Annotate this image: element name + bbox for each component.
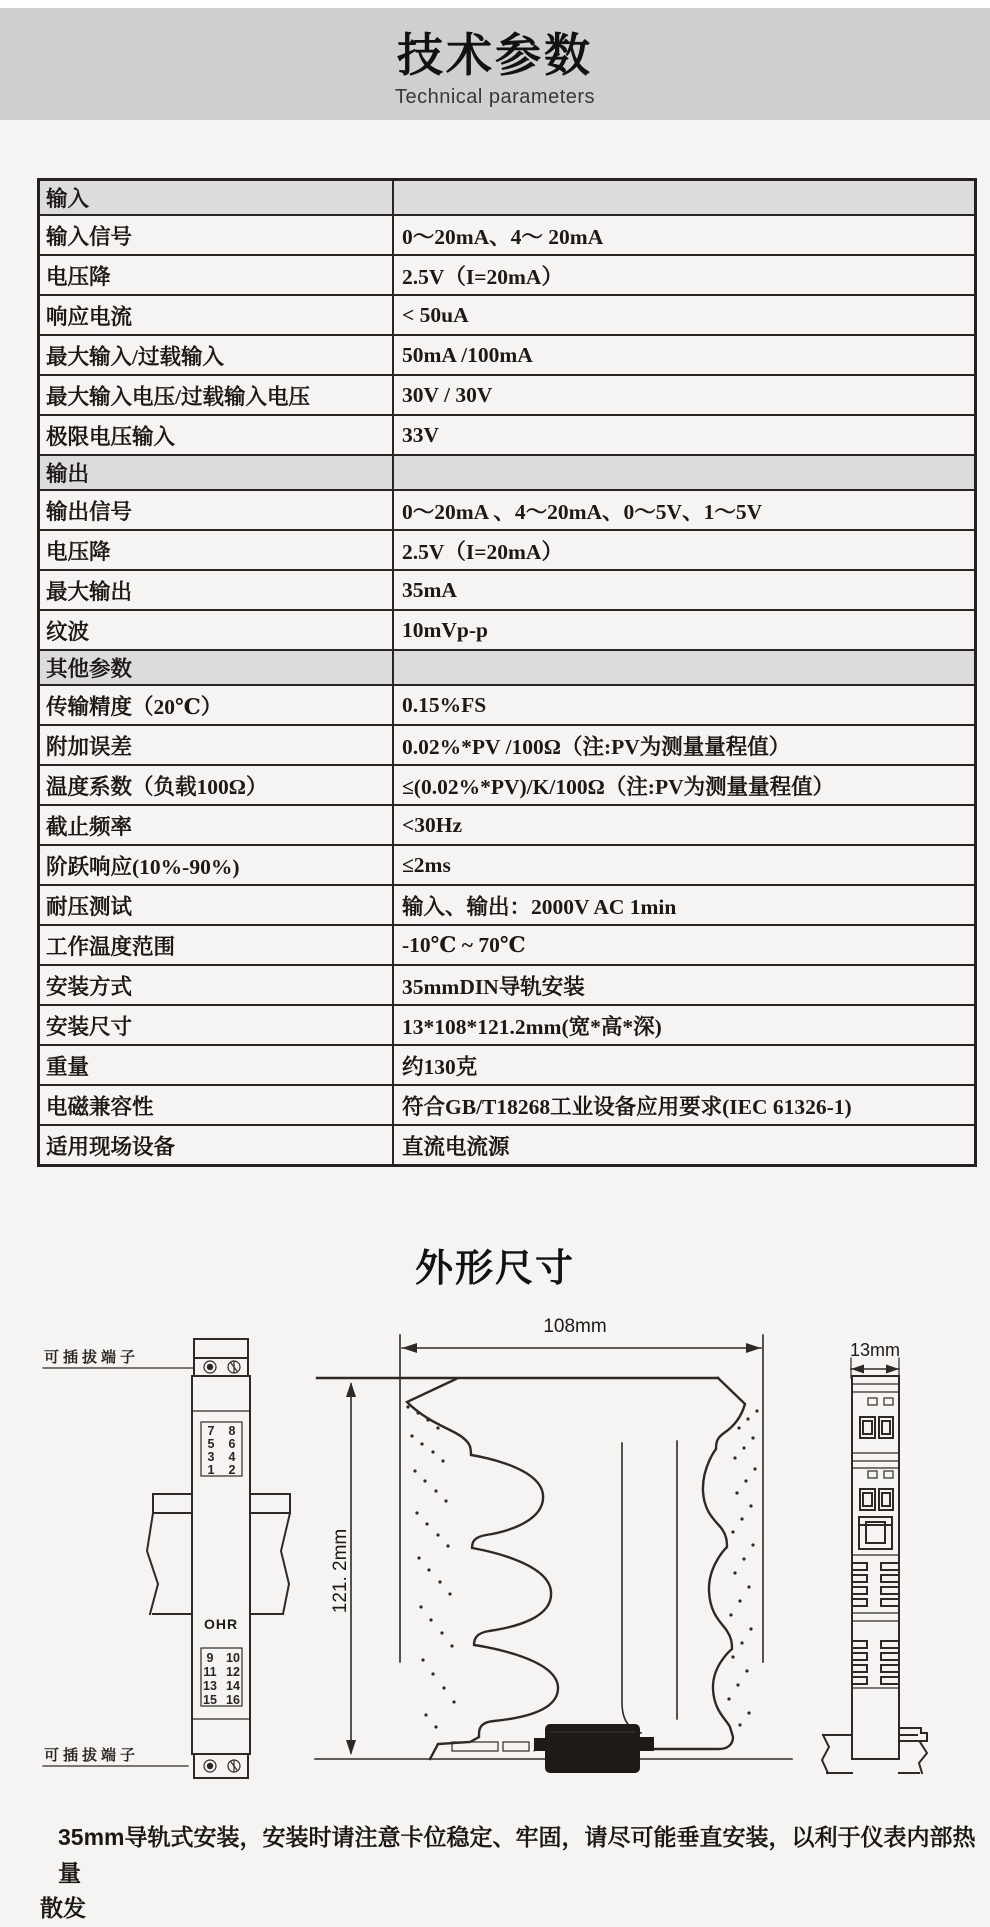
spec-label: 其他参数	[40, 651, 394, 684]
dim-13-label: 13mm	[849, 1340, 901, 1360]
spec-label: 电压降	[40, 531, 394, 569]
spec-label: 适用现场设备	[40, 1126, 394, 1164]
spec-row	[40, 296, 974, 336]
spec-value: 10mVp-p	[402, 617, 489, 642]
spec-value: 30V / 30V	[402, 382, 493, 407]
install-note	[0, 1820, 990, 1927]
spec-value	[394, 456, 974, 489]
spec-value: ≤2ms	[402, 852, 451, 877]
side-profile-drawing	[315, 1316, 792, 1773]
spec-table	[37, 178, 977, 1167]
spec-row	[40, 216, 974, 256]
spec-value: 35mA	[402, 577, 457, 602]
spec-value: 输入、输出：2000V AC 1min	[402, 894, 677, 919]
spec-value: <30Hz	[402, 812, 463, 837]
spec-value: 35mmDIN导轨安装	[402, 974, 585, 999]
screw-holes	[860, 1417, 893, 1438]
spec-row	[40, 256, 974, 296]
terminal-number: 4	[228, 1450, 236, 1464]
spec-row	[40, 416, 974, 456]
spec-section-row	[40, 456, 974, 491]
terminal-number: 3	[207, 1450, 215, 1464]
spec-row	[40, 1046, 974, 1086]
terminal-number: 1	[207, 1463, 215, 1477]
terminal-number: 2	[228, 1463, 236, 1477]
install-note-line2: 散发	[40, 1895, 86, 1922]
spec-value	[394, 651, 974, 684]
spec-label: 纹波	[40, 611, 394, 649]
spec-value: 符合GB/T18268工业设备应用要求(IEC 61326-1)	[402, 1094, 852, 1119]
terminal-numbers-top	[208, 1424, 236, 1477]
spec-label: 最大输入/过载输入	[40, 336, 394, 374]
din-rail	[147, 1494, 290, 1614]
outline-drawings	[0, 1296, 990, 1796]
spec-row	[40, 336, 974, 376]
din-rail	[822, 1728, 927, 1773]
top-strip	[0, 0, 990, 8]
brand-logo: OHR	[203, 1616, 239, 1632]
vent-slots	[852, 1563, 899, 1606]
spec-value: 约130克	[402, 1054, 478, 1079]
spec-label: 最大输入电压/过载输入电压	[40, 376, 394, 414]
spec-value: 0.15%FS	[402, 692, 487, 717]
spec-row	[40, 806, 974, 846]
terminal-number: 13	[203, 1679, 217, 1693]
spec-value: 0～20mA、4～ 20mA	[402, 224, 604, 249]
spec-label: 重量	[40, 1046, 394, 1084]
side-view-drawing	[822, 1340, 927, 1773]
dim-108-label: 108mm	[543, 1316, 607, 1337]
din-rail-clamp-block	[534, 1724, 654, 1773]
spec-label: 工作温度范围	[40, 926, 394, 964]
page-title: 技术参数	[397, 29, 593, 81]
spec-table-body	[40, 181, 974, 1164]
spec-label: 温度系数（负载100Ω）	[40, 766, 394, 804]
terminal-number: 16	[226, 1693, 240, 1707]
spec-row	[40, 491, 974, 531]
spec-label: 安装方式	[40, 966, 394, 1004]
scalloped-edge-right	[648, 1378, 745, 1749]
spec-row	[40, 926, 974, 966]
spec-value: 0～20mA 、4～20mA、0～5V、1～5V	[402, 499, 763, 524]
terminal-number: 9	[206, 1651, 214, 1665]
terminal-number: 11	[203, 1665, 217, 1679]
spec-value: 2.5V（I=20mA）	[402, 264, 563, 289]
terminal-numbers-bottom	[203, 1651, 240, 1707]
spec-row	[40, 846, 974, 886]
page-subtitle: Technical parameters	[394, 86, 596, 108]
spec-row	[40, 571, 974, 611]
spec-label: 电磁兼容性	[40, 1086, 394, 1124]
spec-row	[40, 1126, 974, 1164]
spec-label: 电压降	[40, 256, 394, 294]
spec-section-row	[40, 181, 974, 216]
page-header	[0, 8, 990, 120]
spec-value	[394, 181, 974, 214]
terminal-number: 12	[226, 1665, 240, 1679]
spec-row	[40, 376, 974, 416]
spec-value: < 50uA	[402, 302, 469, 327]
install-note-line1: 35mm导轨式安装，安装时请注意卡位稳定、牢固，请尽可能垂直安装，以利于仪表内部热量	[58, 1824, 976, 1886]
terminal-cap-top	[194, 1339, 248, 1358]
pluggable-terminal-label-top: 可插拔端子	[44, 1349, 140, 1366]
spec-row	[40, 766, 974, 806]
spec-label: 输入信号	[40, 216, 394, 254]
spec-value: 0.02%*PV /100Ω（注:PV为测量量程值）	[402, 734, 791, 759]
spec-label: 耐压测试	[40, 886, 394, 924]
spec-row	[40, 686, 974, 726]
spec-row	[40, 531, 974, 571]
spec-row	[40, 1006, 974, 1046]
spec-label: 极限电压输入	[40, 416, 394, 454]
spec-value: ≤(0.02%*PV)/K/100Ω（注:PV为测量量程值）	[402, 774, 835, 799]
screw-terminal-icon	[204, 1760, 240, 1772]
spec-label: 截止频率	[40, 806, 394, 844]
spec-label: 输出	[40, 456, 394, 489]
spec-row	[40, 966, 974, 1006]
spec-row	[40, 1086, 974, 1126]
terminal-number: 14	[226, 1679, 240, 1693]
spec-value: 2.5V（I=20mA）	[402, 539, 563, 564]
front-view-drawing	[43, 1339, 290, 1778]
spec-row	[40, 611, 974, 651]
terminal-number: 10	[226, 1651, 240, 1665]
spec-value: 直流电流源	[402, 1134, 510, 1159]
spec-label: 安装尺寸	[40, 1006, 394, 1044]
spec-value: 33V	[402, 422, 440, 447]
spec-row	[40, 726, 974, 766]
spec-value: 50mA /100mA	[402, 342, 533, 367]
outline-title: 外形尺寸	[414, 1248, 575, 1290]
terminal-number: 6	[228, 1437, 236, 1451]
spec-label: 传输精度（20℃）	[40, 686, 394, 724]
terminal-number: 5	[207, 1437, 215, 1451]
terminal-number: 15	[203, 1693, 217, 1707]
spec-label: 输入	[40, 181, 394, 214]
spec-label: 附加误差	[40, 726, 394, 764]
vent-dots-left	[406, 1405, 455, 1728]
screw-holes	[860, 1489, 893, 1510]
spec-label: 阶跃响应(10%-90%)	[40, 846, 394, 884]
terminal-number: 8	[228, 1424, 236, 1438]
vent-slots	[852, 1641, 899, 1684]
pluggable-terminal-label-bottom: 可插拔端子	[44, 1747, 140, 1764]
outline-drawings-canvas	[0, 1296, 990, 1796]
spec-row	[40, 886, 974, 926]
spec-value: 13*108*121.2mm(宽*高*深)	[402, 1014, 662, 1039]
spec-value: -10℃ ~ 70℃	[402, 932, 526, 957]
spec-label: 最大输出	[40, 571, 394, 609]
spec-label: 响应电流	[40, 296, 394, 334]
dim-121-label: 121. 2mm	[330, 1528, 351, 1614]
spec-section-row	[40, 651, 974, 686]
terminal-number: 7	[207, 1424, 215, 1438]
rail-clamp-window	[859, 1517, 892, 1549]
vent-dots-right	[727, 1409, 758, 1726]
screw-terminal-icon	[204, 1361, 240, 1373]
spec-label: 输出信号	[40, 491, 394, 529]
